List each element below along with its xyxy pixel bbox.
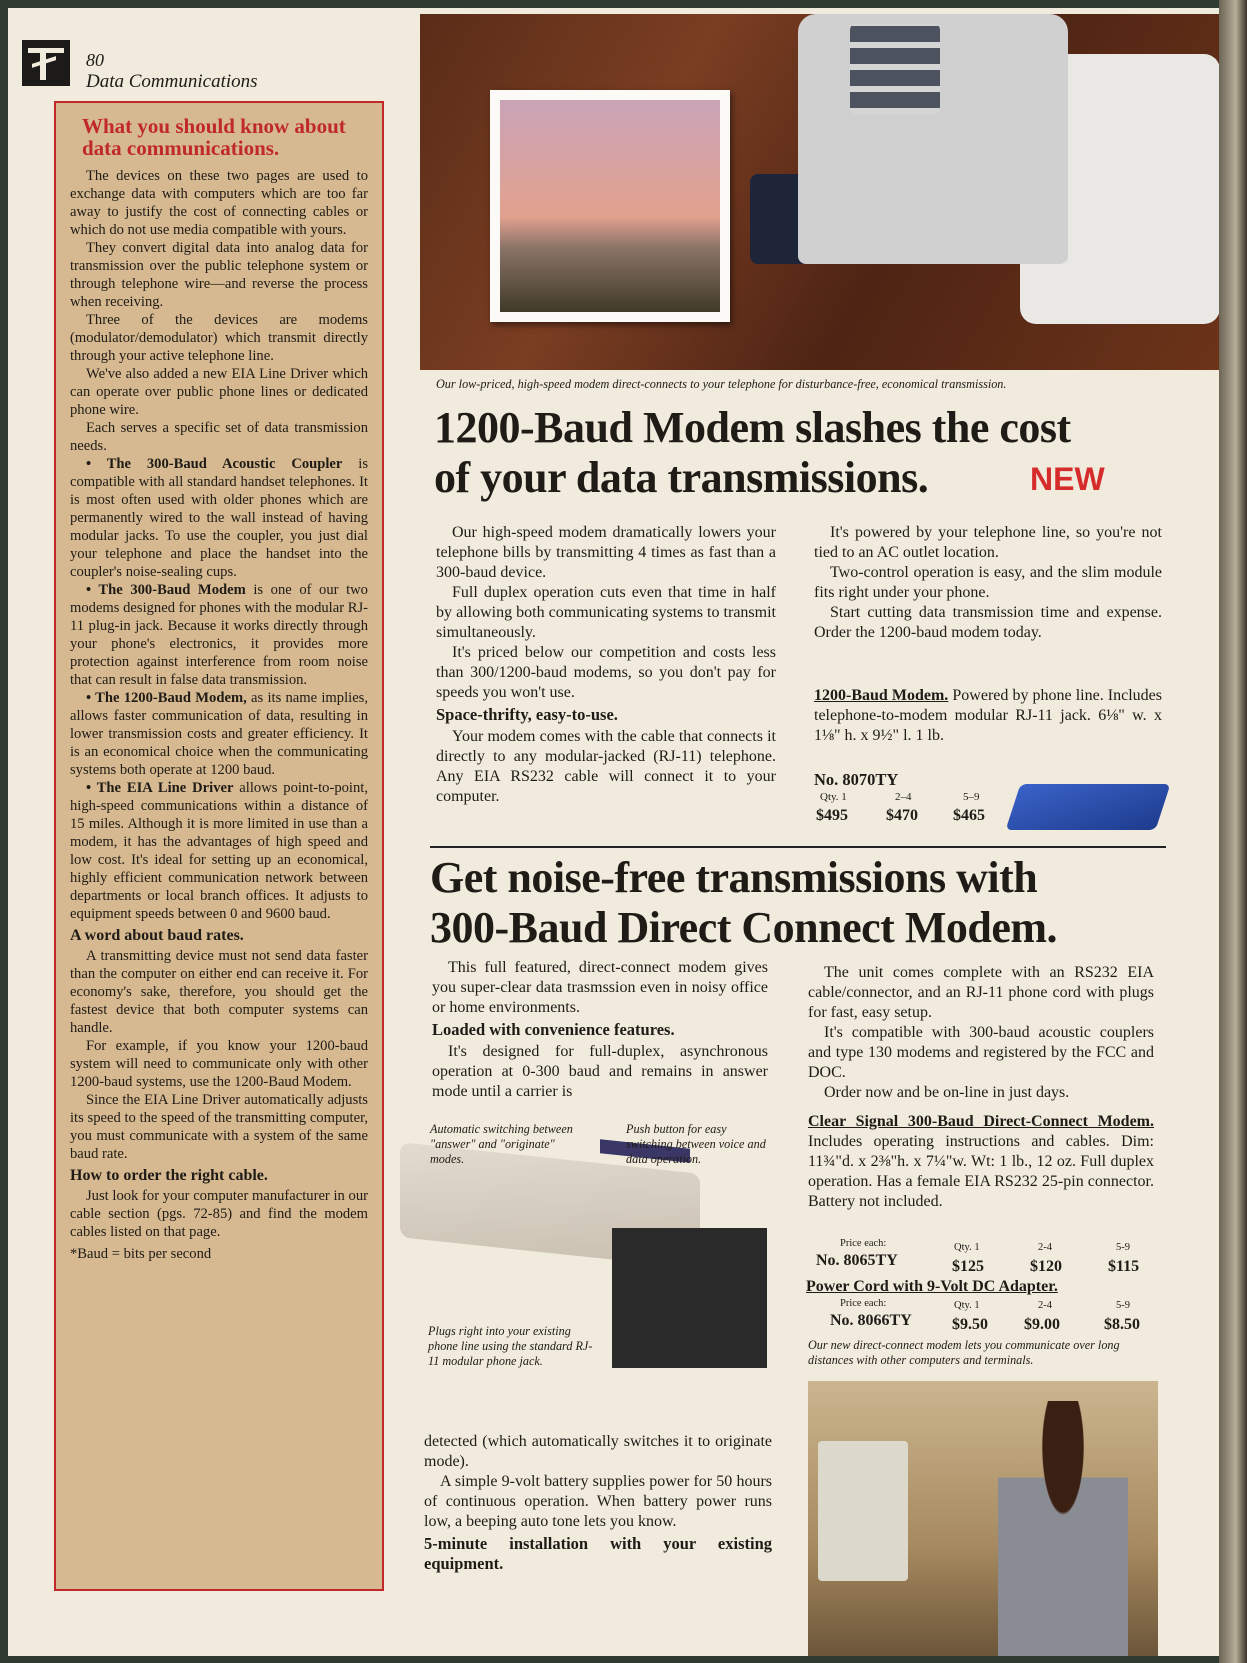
sidebar-paragraph: Each serves a specific set of data transmission needs. xyxy=(70,420,368,454)
sidebar-paragraph: For example, if you know your 1200-baud system will need to communicate only with other 1200-baud systems, use the 1200-Baud Modem. xyxy=(70,1038,368,1090)
product-description: Clear Signal 300-Baud Direct-Connect Modem. Includes operating instructions and cables. Dim: 11¾"d. x 2⅜"h. x 7¼"w. Wt: 1 lb., 12 oz. Full duplex operation. Has a female EIA RS232 25-pin connector. Battery not included. xyxy=(808,1113,1154,1210)
price: $125 xyxy=(952,1258,984,1275)
price: $115 xyxy=(1108,1258,1140,1275)
woman-at-computer-photo xyxy=(808,1381,1158,1656)
computer-terminal xyxy=(818,1441,908,1581)
sidebar-bullet: • The 1200-Baud Modem, as its name implies, allows faster communication of data, resulting in lower transmission costs and greater efficiency. It is an economical choice when the communicating systems both operate at 1200 baud. xyxy=(70,690,368,778)
article-column xyxy=(424,1432,772,1576)
article-paragraph: Full duplex operation cuts even that time in half by allowing both communicating systems to transmit simultaneously. xyxy=(436,584,776,641)
info-sidebar xyxy=(54,101,384,1591)
article-paragraph: It's compatible with 300-baud acoustic couplers and type 130 modems and registered by the FCC and DOC. xyxy=(808,1024,1154,1081)
article-column xyxy=(814,523,1162,643)
sidebar-paragraph: A transmitting device must not send data faster than the computer on either end can receive it. For economy's sake, therefore, you should get the fastest device that both computer systems can handle. xyxy=(70,948,368,1036)
callout-label: Push button for easy switching between voice and data operation. xyxy=(626,1122,766,1166)
baud-rates-heading: A word about baud rates. xyxy=(70,927,244,944)
telephone-poles-photo-print xyxy=(490,90,730,322)
sidebar-paragraph: We've also added a new EIA Line Driver which can operate over public phone lines or dedicated phone wire. xyxy=(70,366,368,418)
sidebar-bullet: • The 300-Baud Acoustic Coupler is compatible with all standard handset telephones. It is most often used with older phones which are permanently wired to the wall instead of having modular jacks. To use the coupler, you just dial your telephone and place the handset into the coupler's noise-sealing cups. xyxy=(70,456,368,580)
article-paragraph: The unit comes complete with an RS232 EIA cable/connector, and an RJ-11 phone cord with plugs for fast, easy setup. xyxy=(808,964,1154,1021)
qty-header: 5-9 xyxy=(1116,1242,1130,1253)
callout-label: Plugs right into your existing phone line using the standard RJ-11 modular phone jack. xyxy=(428,1324,593,1368)
article-paragraph: Your modem comes with the cable that connects it directly to any modular-jacked (RJ-11) telephone. Any EIA RS232 cable will connect it to your computer. xyxy=(436,728,776,805)
qty-header: 2-4 xyxy=(1038,1300,1052,1311)
article-paragraph: This full featured, direct-connect modem gives you super-clear data trasmssion even in noisy office or home environments. xyxy=(432,959,768,1016)
footnote: *Baud = bits per second xyxy=(70,1246,212,1262)
cable-heading: How to order the right cable. xyxy=(70,1167,268,1184)
qty-header: 5–9 xyxy=(963,791,980,803)
article-paragraph: Our high-speed modem dramatically lowers your telephone bills by transmitting 4 times as fast than a 300-baud device. xyxy=(436,524,776,581)
article-column xyxy=(808,963,1154,1103)
sidebar-paragraph: Since the EIA Line Driver automatically adjusts its speed to the speed of the transmitting computer, you must communicate with a system of the same baud rate. xyxy=(70,1092,368,1162)
page-number: 80 xyxy=(86,50,104,70)
article-paragraph: It's designed for full-duplex, asynchronous operation at 0-300 baud and remains in answer mode until a carrier is xyxy=(432,1043,768,1100)
headline-1200-line1: 1200-Baud Modem slashes the cost xyxy=(434,403,1071,452)
qty-header: Qty. 1 xyxy=(954,1300,980,1311)
catalog-page xyxy=(8,8,1220,1656)
article-paragraph: It's powered by your telephone line, so you're not tied to an AC outlet location. xyxy=(814,524,1162,561)
product-sku: No. 8066TY xyxy=(830,1312,912,1329)
qty-header: Qty. 1 xyxy=(954,1242,980,1253)
product-name: 1200-Baud Modem. xyxy=(814,687,949,704)
product-name: Clear Signal 300-Baud Direct-Connect Modem. xyxy=(808,1113,1154,1130)
article-column xyxy=(432,958,768,1102)
sidebar-paragraph: The devices on these two pages are used to exchange data with computers which are too far away to justify the cost of connecting cables or which do not use media compatible with yours. xyxy=(70,168,368,238)
qty-header: Qty. 1 xyxy=(820,791,847,803)
book-spine xyxy=(1219,0,1247,1663)
price: $9.00 xyxy=(1024,1316,1060,1333)
product-description: 1200-Baud Modem. Powered by phone line. Includes telephone-to-modem modular RJ-11 jack. 6⅛" w. x 1⅛" h. x 9½" l. 1 lb. xyxy=(814,687,1162,744)
new-badge: NEW xyxy=(1030,461,1105,497)
article-paragraph: Order now and be on-line in just days. xyxy=(824,1084,1070,1101)
qty-header: 5-9 xyxy=(1116,1300,1130,1311)
photo-caption: Our low-priced, high-speed modem direct-connects to your telephone for disturbance-free, economical transmission. xyxy=(436,377,1007,391)
modem-desk-photo xyxy=(420,14,1220,370)
price: $470 xyxy=(886,807,918,824)
article-paragraph: Start cutting data transmission time and expense. Order the 1200-baud modem today. xyxy=(814,604,1162,641)
product-name: Power Cord with 9-Volt DC Adapter. xyxy=(806,1278,1058,1295)
qty-header: 2–4 xyxy=(895,791,912,803)
headline-300-line1: Get noise-free transmissions with xyxy=(430,853,1038,902)
price: $9.50 xyxy=(952,1316,988,1333)
headline-300-line2: 300-Baud Direct Connect Modem. xyxy=(430,903,1057,952)
article-subhead: Loaded with convenience features. xyxy=(432,1020,675,1039)
price: $8.50 xyxy=(1104,1316,1140,1333)
price: $465 xyxy=(953,807,985,824)
article-paragraph: Two-control operation is easy, and the slim module fits right under your phone. xyxy=(814,564,1162,601)
woman-typing xyxy=(998,1401,1128,1656)
section-divider xyxy=(430,846,1166,848)
sidebar-paragraph: Just look for your computer manufacturer in our cable section (pgs. 72-85) and find the modem cables listed on that page. xyxy=(70,1188,368,1240)
catalog-logo xyxy=(22,40,70,86)
article-paragraph: detected (which automatically switches it to originate mode). xyxy=(424,1433,772,1470)
product-sku: No. 8070TY xyxy=(814,770,899,789)
article-paragraph: It's priced below our competition and costs less than 300/1200-baud modems, so you don't pay for speeds you won't use. xyxy=(436,644,776,701)
sidebar-title: What you should know about data communications. xyxy=(82,114,346,160)
article-subhead: Space-thrifty, easy-to-use. xyxy=(436,705,618,724)
price: $120 xyxy=(1030,1258,1062,1275)
sidebar-bullet: • The 300-Baud Modem is one of our two modems designed for phones with the modular RJ-11 plug-in jack. Because it works directly through your phone's electronics, it provides more protection against interference from room noise that can result in false data transmission. xyxy=(70,582,368,688)
price-each-label: Price each: xyxy=(840,1298,887,1309)
telephone-keypad xyxy=(850,24,940,114)
sidebar-paragraph: Three of the devices are modems (modulator/demodulator) which transmit directly through your active telephone line. xyxy=(70,312,368,364)
photo-caption: Our new direct-connect modem lets you communicate over long distances with other computers and terminals. xyxy=(808,1338,1120,1367)
sidebar-bullet: • The EIA Line Driver allows point-to-point, high-speed communications within a distance of 15 miles. Although it is more limited in use than a modem, it has the advantages of high speed and low cost. It's ideal for setting up an economical, highly efficient communication network between departments or local branch offices. It adjusts to equipment speeds between 0 and 9600 baud. xyxy=(70,780,368,922)
callout-label: Automatic switching between "answer" and "originate" modes. xyxy=(430,1122,573,1166)
sidebar-paragraph: They convert digital data into analog data for transmission over the public telephone system or through telephone wire—and reverse the process when receiving. xyxy=(70,240,368,310)
price-each-label: Price each: xyxy=(840,1238,887,1249)
section-title: Data Communications xyxy=(86,71,258,92)
article-subhead: 5-minute installation with your existing equipment. xyxy=(424,1534,772,1573)
rj11-plug-image xyxy=(612,1228,767,1368)
price: $495 xyxy=(816,807,848,824)
headline-1200-line2: of your data transmissions. xyxy=(434,453,929,502)
article-column xyxy=(436,523,776,807)
product-sku: No. 8065TY xyxy=(816,1252,898,1269)
modem-1200-image xyxy=(1006,784,1171,830)
qty-header: 2-4 xyxy=(1038,1242,1052,1253)
article-paragraph: A simple 9-volt battery supplies power for 50 hours of continuous operation. When battery power runs low, a beeping auto tone lets you know. xyxy=(424,1473,772,1530)
